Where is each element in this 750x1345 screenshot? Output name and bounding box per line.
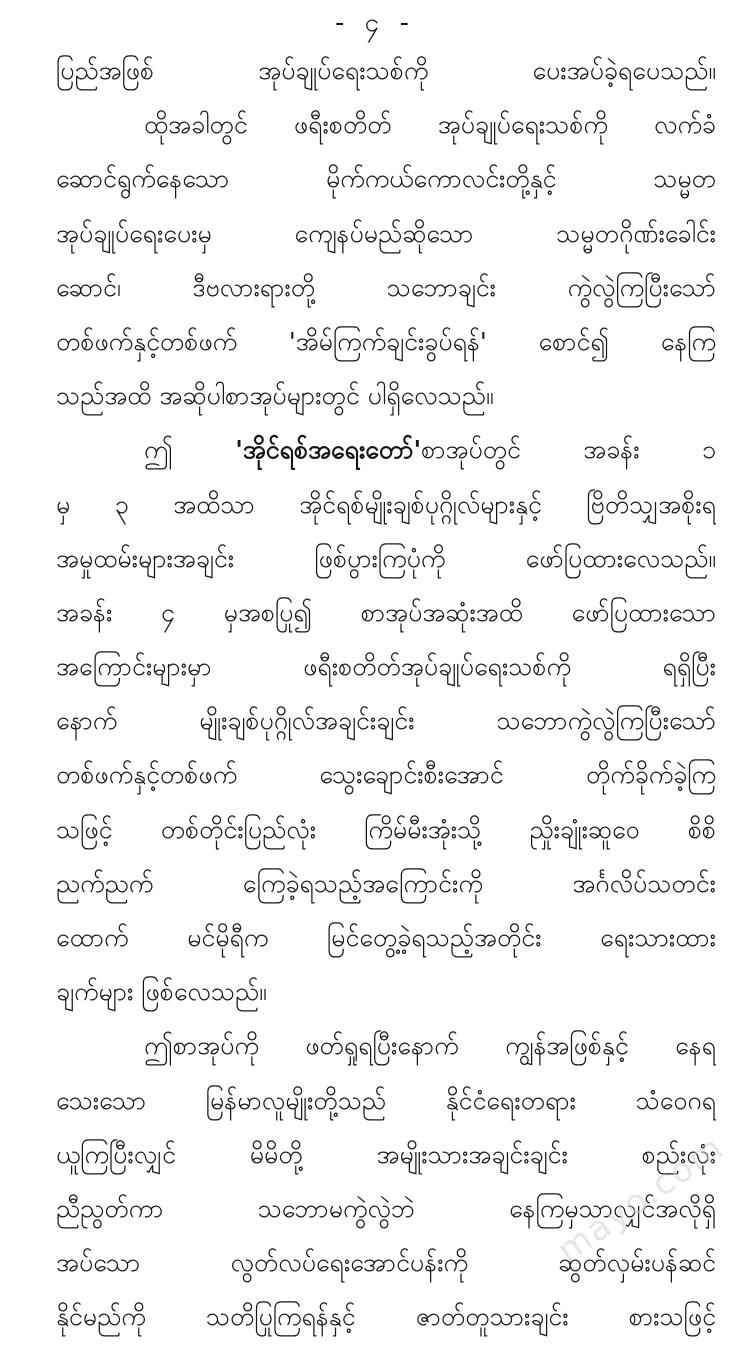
text-line: နောက် မျိုးချစ်ပုဂ္ဂိုလ်အချင်းချင်း သဘောကွဲလွဲကြပြီးသော် (56, 706, 716, 736)
text-line: နိုင်မည်ကို သတိပြုကြရန်နှင့် ဇာတ်တူသားချင်း စားသဖြင့် (56, 1302, 716, 1332)
text-line: သဖြင့် တစ်တိုင်းပြည်လုံး ကြိမ်မီးအုံးသို့ ညှိုးချုံးဆူဝေ စိစိ (56, 814, 716, 844)
text-line: ယူကြပြီးလျှင် မိမိတို့ အမျိုးသားအချင်းချင်း စည်းလုံး (56, 1139, 716, 1169)
text-line: အပ်သော လွတ်လပ်ရေးအောင်ပန်းကို ဆွတ်လှမ်းပန်ဆင် (56, 1248, 716, 1278)
text-line: အခန်း ၄ မှအစပြု၍ စာအုပ်အဆုံးအထိ ဖော်ပြထားသော (56, 597, 716, 627)
text-line: ညက်ညက် ကြေခဲ့ရသည့်အကြောင်းကို အင်္ဂလိပ်သတင်း (56, 868, 716, 898)
text-line: မှ ၃ အထိသာ အိုင်ရစ်မျိုးချစ်ပုဂ္ဂိုလ်များနှင့် ဗြိတိသျှအစိုးရ (56, 489, 716, 519)
text-line: အကြောင်းများမှာ ဖရီးစတိတ်အုပ်ချုပ်ရေးသစ်ကို ရရှိပြီး (56, 652, 716, 682)
text-line: ပြည်အဖြစ် အုပ်ချုပ်ရေးသစ်ကို ပေးအပ်ခဲ့ရပေသည်။ (56, 56, 716, 85)
text-line: ချက်များ ဖြစ်လေသည်။ (56, 977, 267, 1007)
paragraph-text: စာအုပ်တွင် အခန်း ၁ (421, 435, 716, 465)
text-line: သေးသော မြန်မာလူမျိုးတို့သည် နိုင်ငံရေးတရား သံဝေဂရ (56, 1085, 716, 1115)
text-line: ဤစာအုပ်ကို ဖတ်ရှုရပြီးနောက် ကျွန်အဖြစ်နှင့် နေရ (144, 1031, 716, 1061)
book-title: 'အိုင်ရစ်အရေးတော်' (235, 435, 422, 465)
text-line: အမှုထမ်းများအချင်း ဖြစ်ပွားကြပုံကို ဖော်ပြထားလေသည်။ (56, 543, 716, 573)
text-line: အုပ်ချုပ်ရေးပေးမှ ကျေနပ်မည်ဆိုသော သမ္မတဂိုဏ်းခေါင်း (56, 218, 716, 248)
text-line (56, 423, 716, 477)
page-number: - ၄ - (335, 8, 415, 38)
watermark: mayo.com (550, 1127, 732, 1272)
text-line: သည်အထိ အဆိုပါစာအုပ်များတွင် ပါရှိလေသည်။ (56, 381, 494, 411)
text-line: တစ်ဖက်နှင့်တစ်ဖက် သွေးချောင်းစီးအောင် တိုက်ခိုက်ခဲ့ကြ (56, 760, 716, 790)
text-line: ထိုအခါတွင် ဖရီးစတိတ် အုပ်ချုပ်ရေးသစ်ကို လက်ခံ (144, 110, 716, 140)
text-line: ညီညွတ်ကာ သဘောမကွဲလွဲဘဲ နေကြမှသာလျှင်အလိုရှိ (56, 1193, 716, 1223)
text-line: ထောက် မင်မိုရီက မြင်တွေ့ခဲ့ရသည့်အတိုင်း ရေးသားထား (56, 923, 716, 952)
text-line: ဆောင်၊ ဒီဗလားရားတို့ သဘောချင်း ကွဲလွဲကြပြီးသော် (56, 272, 716, 302)
body-text (56, 44, 716, 1345)
text-line: တစ်ဖက်နှင့်တစ်ဖက် 'အိမ်ကြက်ချင်းခွပ်ရန်' စောင်၍ နေကြ (56, 326, 716, 356)
paragraph-lead: ဤ (144, 435, 173, 465)
text-line: ဆောင်ရွက်နေသော မိုက်ကယ်ကောလင်းတို့နှင့် သမ္မတ (56, 164, 716, 194)
